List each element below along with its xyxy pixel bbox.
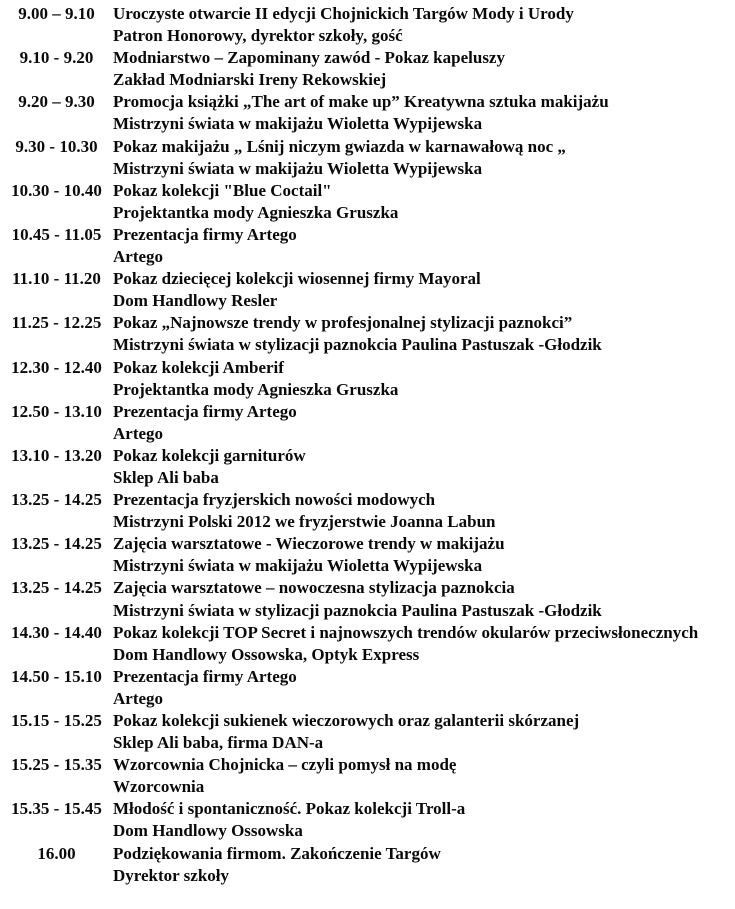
schedule-row: [0, 622, 735, 666]
event-time: 10.45 - 11.05: [11, 224, 102, 244]
schedule-row: [0, 3, 735, 47]
event-description: [113, 533, 713, 577]
event-presenter: Mistrzyni świata w makijażu Wioletta Wypijewska: [113, 114, 483, 134]
event-presenter: Projektantka mody Agnieszka Gruszka: [113, 379, 399, 399]
event-description: [113, 312, 713, 356]
event-time: 9.20 – 9.30: [18, 92, 95, 112]
schedule-row: [0, 577, 735, 621]
event-presenter: Projektantka mody Agnieszka Gruszka: [113, 202, 399, 222]
event-description: [113, 136, 713, 180]
event-title: Prezentacja firmy Artego: [113, 401, 297, 421]
event-time: 16.00: [37, 843, 76, 863]
event-title: Pokaz kolekcji garniturów: [113, 445, 306, 465]
event-time: 14.50 - 15.10: [11, 666, 102, 686]
event-time: 10.30 - 10.40: [11, 180, 102, 200]
event-presenter: Mistrzyni świata w makijażu Wioletta Wypijewska: [113, 158, 483, 178]
schedule-row: [0, 489, 735, 533]
event-presenter: Dom Handlowy Resler: [113, 291, 278, 311]
event-title: Wzorcownia Chojnicka – czyli pomysł na modę: [113, 755, 457, 775]
event-description: [113, 843, 713, 887]
schedule-row: [0, 710, 735, 754]
event-title: Młodość i spontaniczność. Pokaz kolekcji Troll-a: [113, 799, 466, 819]
event-title: Prezentacja firmy Artego: [113, 224, 297, 244]
event-presenter: Patron Honorowy, dyrektor szkoły, gość: [113, 26, 403, 46]
event-time: 15.25 - 15.35: [11, 755, 102, 775]
event-time: 15.15 - 15.25: [11, 711, 102, 730]
schedule-row: [0, 91, 735, 135]
event-time: 9.30 - 10.30: [15, 136, 98, 156]
schedule-row: [0, 180, 735, 224]
event-time: 12.50 - 13.10: [11, 401, 102, 421]
event-title: Modniarstwo – Zapominany zawód - Pokaz kapeluszy: [113, 48, 505, 68]
schedule-row: [0, 445, 735, 489]
event-title: Zajęcia warsztatowe – nowoczesna stylizacja paznokcia: [113, 578, 515, 598]
event-title: Pokaz kolekcji TOP Secret i najnowszych trendów okularów przeciwsłonecznych: [113, 622, 699, 642]
event-description: [113, 180, 713, 224]
event-presenter: Mistrzyni Polski 2012 we fryzjerstwie Joanna Labun: [113, 512, 496, 532]
event-time: 15.35 - 15.45: [11, 799, 102, 819]
event-presenter: Mistrzyni świata w stylizacji paznokcia Paulina Pastuszak -Głodzik: [113, 600, 602, 620]
event-title: Promocja książki „The art of make up” Kreatywna sztuka makijażu: [113, 92, 609, 112]
event-title: Pokaz „Najnowsze trendy w profesjonalnej stylizacji paznokci”: [113, 313, 573, 333]
event-description: [113, 268, 713, 312]
event-time: 11.10 - 11.20: [12, 269, 101, 289]
event-time: 13.25 - 14.25: [11, 578, 102, 598]
event-description: [113, 710, 713, 754]
schedule-row: [0, 533, 735, 577]
event-presenter: Sklep Ali baba, firma DAN-a: [113, 733, 324, 753]
event-description: [113, 622, 713, 666]
event-description: [113, 489, 713, 533]
event-presenter: Dom Handlowy Ossowska: [113, 821, 303, 841]
event-time: 13.25 - 14.25: [11, 490, 102, 510]
event-presenter: Dyrektor szkoły: [113, 865, 230, 885]
event-title: Pokaz kolekcji Amberif: [113, 357, 284, 377]
event-title: Pokaz kolekcji sukienek wieczorowych oraz galanterii skórzanej: [113, 711, 580, 730]
schedule-row: [0, 401, 735, 445]
event-presenter: Artego: [113, 247, 164, 267]
event-presenter: Mistrzyni świata w makijażu Wioletta Wypijewska: [113, 556, 483, 576]
event-presenter: Zakład Modniarski Ireny Rekowskiej: [113, 70, 387, 90]
schedule-row: [0, 357, 735, 401]
event-description: [113, 47, 713, 91]
schedule-row: [0, 136, 735, 180]
event-presenter: Artego: [113, 423, 164, 443]
event-title: Pokaz makijażu „ Lśnij niczym gwiazda w karnawałową noc „: [113, 136, 566, 156]
event-title: Prezentacja fryzjerskich nowości modowych: [113, 490, 436, 510]
event-time: 14.30 - 14.40: [11, 622, 102, 642]
event-title: Zajęcia warsztatowe - Wieczorowe trendy w makijażu: [113, 534, 505, 554]
event-presenter: Wzorcownia: [113, 777, 205, 797]
event-description: [113, 3, 713, 47]
event-description: [113, 357, 713, 401]
event-title: Prezentacja firmy Artego: [113, 666, 297, 686]
event-title: Pokaz dziecięcej kolekcji wiosennej firmy Mayoral: [113, 269, 481, 289]
schedule-row: [0, 754, 735, 798]
event-time: 9.00 – 9.10: [18, 4, 95, 23]
event-presenter: Mistrzyni świata w stylizacji paznokcia Paulina Pastuszak -Głodzik: [113, 335, 602, 355]
event-description: [113, 91, 713, 135]
schedule-row: [0, 843, 735, 887]
schedule-row: [0, 224, 735, 268]
event-title: Pokaz kolekcji "Blue Coctail": [113, 180, 332, 200]
schedule-row: [0, 666, 735, 710]
event-description: [113, 798, 713, 842]
event-description: [113, 666, 713, 710]
event-presenter: Sklep Ali baba: [113, 467, 219, 487]
event-time: 9.10 - 9.20: [19, 48, 94, 68]
event-time: 12.30 - 12.40: [11, 357, 102, 377]
event-description: [113, 224, 713, 268]
event-title: Podziękowania firmom. Zakończenie Targów: [113, 843, 441, 863]
schedule-row: [0, 47, 735, 91]
event-time: 13.25 - 14.25: [11, 534, 102, 554]
event-description: [113, 401, 713, 445]
event-presenter: Dom Handlowy Ossowska, Optyk Express: [113, 644, 420, 664]
event-time: 13.10 - 13.20: [11, 445, 102, 465]
schedule-row: [0, 312, 735, 356]
event-description: [113, 445, 713, 489]
event-description: [113, 754, 713, 798]
event-time: 11.25 - 12.25: [11, 313, 102, 333]
event-title: Uroczyste otwarcie II edycji Chojnickich Targów Mody i Urody: [113, 4, 574, 23]
schedule-row: [0, 268, 735, 312]
schedule-row: [0, 798, 735, 842]
event-presenter: Artego: [113, 688, 164, 708]
event-description: [113, 577, 713, 621]
